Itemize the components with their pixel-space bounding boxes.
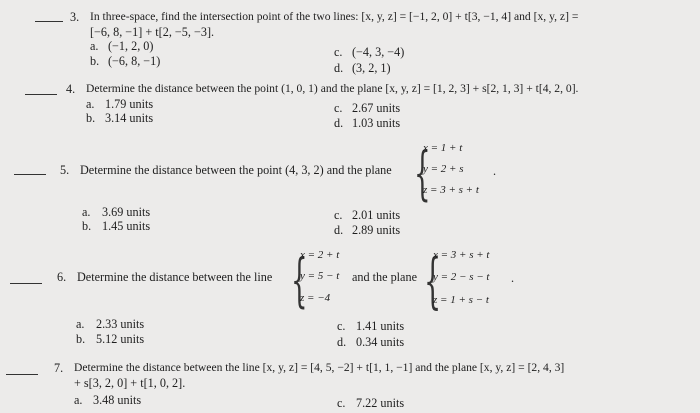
system-q5-row3: z = 3 + s + t [423,184,479,196]
question-stem-5-line1: Determine the distance between the point (4, 3, 2) and the plane [80,163,392,177]
option-4c-text: 2.67 units [352,101,401,115]
system-q6-line-row3: z = −4 [300,292,331,304]
option-3a-text: (−1, 2, 0) [108,39,154,53]
system-q6-plane-row3: z = 1 + s − t [433,294,489,306]
option-5b-text: 1.45 units [102,219,151,233]
option-4b-text: 3.14 units [105,111,154,125]
system-q6-line-row2: y = 5 − t [300,270,340,282]
system-q6-line-row1: x = 2 + t [300,249,340,261]
plane-system-q6 [424,246,514,316]
question-stem-7-line1: Determine the distance between the line [x, y, z] = [4, 5, −2] + t[1, 1, −1] and the plane [x, y, z] = [2, 4, 3] [74,361,565,374]
option-6d-letter: d. [337,335,347,349]
left-brace: { [424,246,442,316]
option-6d-text: 0.34 units [356,335,405,349]
line-system-q6 [291,246,351,314]
option-5c-text: 2.01 units [352,208,401,222]
question-stem-6-mid: and the plane [352,270,417,284]
option-3b-letter: b. [90,54,100,68]
answer-blank-q7[interactable] [6,374,38,375]
question-number-4: 4. [66,82,76,96]
option-7c-letter: c. [337,396,346,410]
option-5b-letter: b. [82,219,92,233]
question-stem-6-end: . [511,271,515,285]
option-6c-letter: c. [337,319,346,333]
question-stem-7-line2: + s[3, 2, 0] + t[1, 0, 2]. [74,376,186,390]
left-brace: { [414,139,431,207]
question-stem-6-line1: Determine the distance between the line [77,270,273,284]
option-4d-text: 1.03 units [352,116,401,130]
option-6a-text: 2.33 units [96,317,145,331]
answer-blank-q5[interactable] [14,174,46,175]
system-q6-plane-row2: y = 2 − s − t [433,271,490,283]
option-4c-letter: c. [334,101,343,115]
question-number-5: 5. [60,163,70,177]
option-6c-text: 1.41 units [356,319,405,333]
option-4a-text: 1.79 units [105,97,154,111]
question-stem-4-line1: Determine the distance between the point (1, 0, 1) and the plane [x, y, z] = [1, 2, 3] + s[2, 1, 3] + t[4, 2, 0]. [86,82,579,95]
system-q5-row2: y = 2 + s [423,163,464,175]
question-number-3: 3. [70,10,80,24]
option-6b-letter: b. [76,332,86,346]
option-5d-text: 2.89 units [352,223,401,237]
question-stem-3-line2: [−6, 8, −1] + t[2, −5, −3]. [90,25,215,39]
option-5a-letter: a. [82,205,91,219]
option-3a-letter: a. [90,39,99,53]
option-3c-text: (−4, 3, −4) [352,45,405,59]
option-4a-letter: a. [86,97,95,111]
plane-system-q5 [414,139,497,207]
option-3c-letter: c. [334,45,343,59]
option-7c-text: 7.22 units [356,396,405,410]
question-number-6: 6. [57,270,67,284]
option-4b-letter: b. [86,111,96,125]
option-6b-text: 5.12 units [96,332,145,346]
option-5a-text: 3.69 units [102,205,151,219]
answer-blank-q6[interactable] [10,283,42,284]
answer-blank-q4[interactable] [25,94,57,95]
option-3b-text: (−6, 8, −1) [108,54,161,68]
question-number-7: 7. [54,361,64,375]
left-brace: { [291,246,308,314]
option-5d-letter: d. [334,223,344,237]
system-q5-row1: x = 1 + t [423,142,463,154]
question-stem-3-line1: In three-space, find the intersection point of the two lines: [x, y, z] = [−1, 2, 0] + t[3, −1, 4] and [x, y, z] = [90,10,579,23]
system-q6-plane-row1: x = 3 + s + t [433,249,490,261]
option-3d-text: (3, 2, 1) [352,61,391,75]
option-3d-letter: d. [334,61,344,75]
answer-blank-q3[interactable] [35,21,63,22]
option-5c-letter: c. [334,208,343,222]
option-6a-letter: a. [76,317,85,331]
question-stem-5-end: . [493,164,497,178]
option-4d-letter: d. [334,116,344,130]
option-7a-letter: a. [74,393,83,407]
option-7a-text: 3.48 units [93,393,142,407]
